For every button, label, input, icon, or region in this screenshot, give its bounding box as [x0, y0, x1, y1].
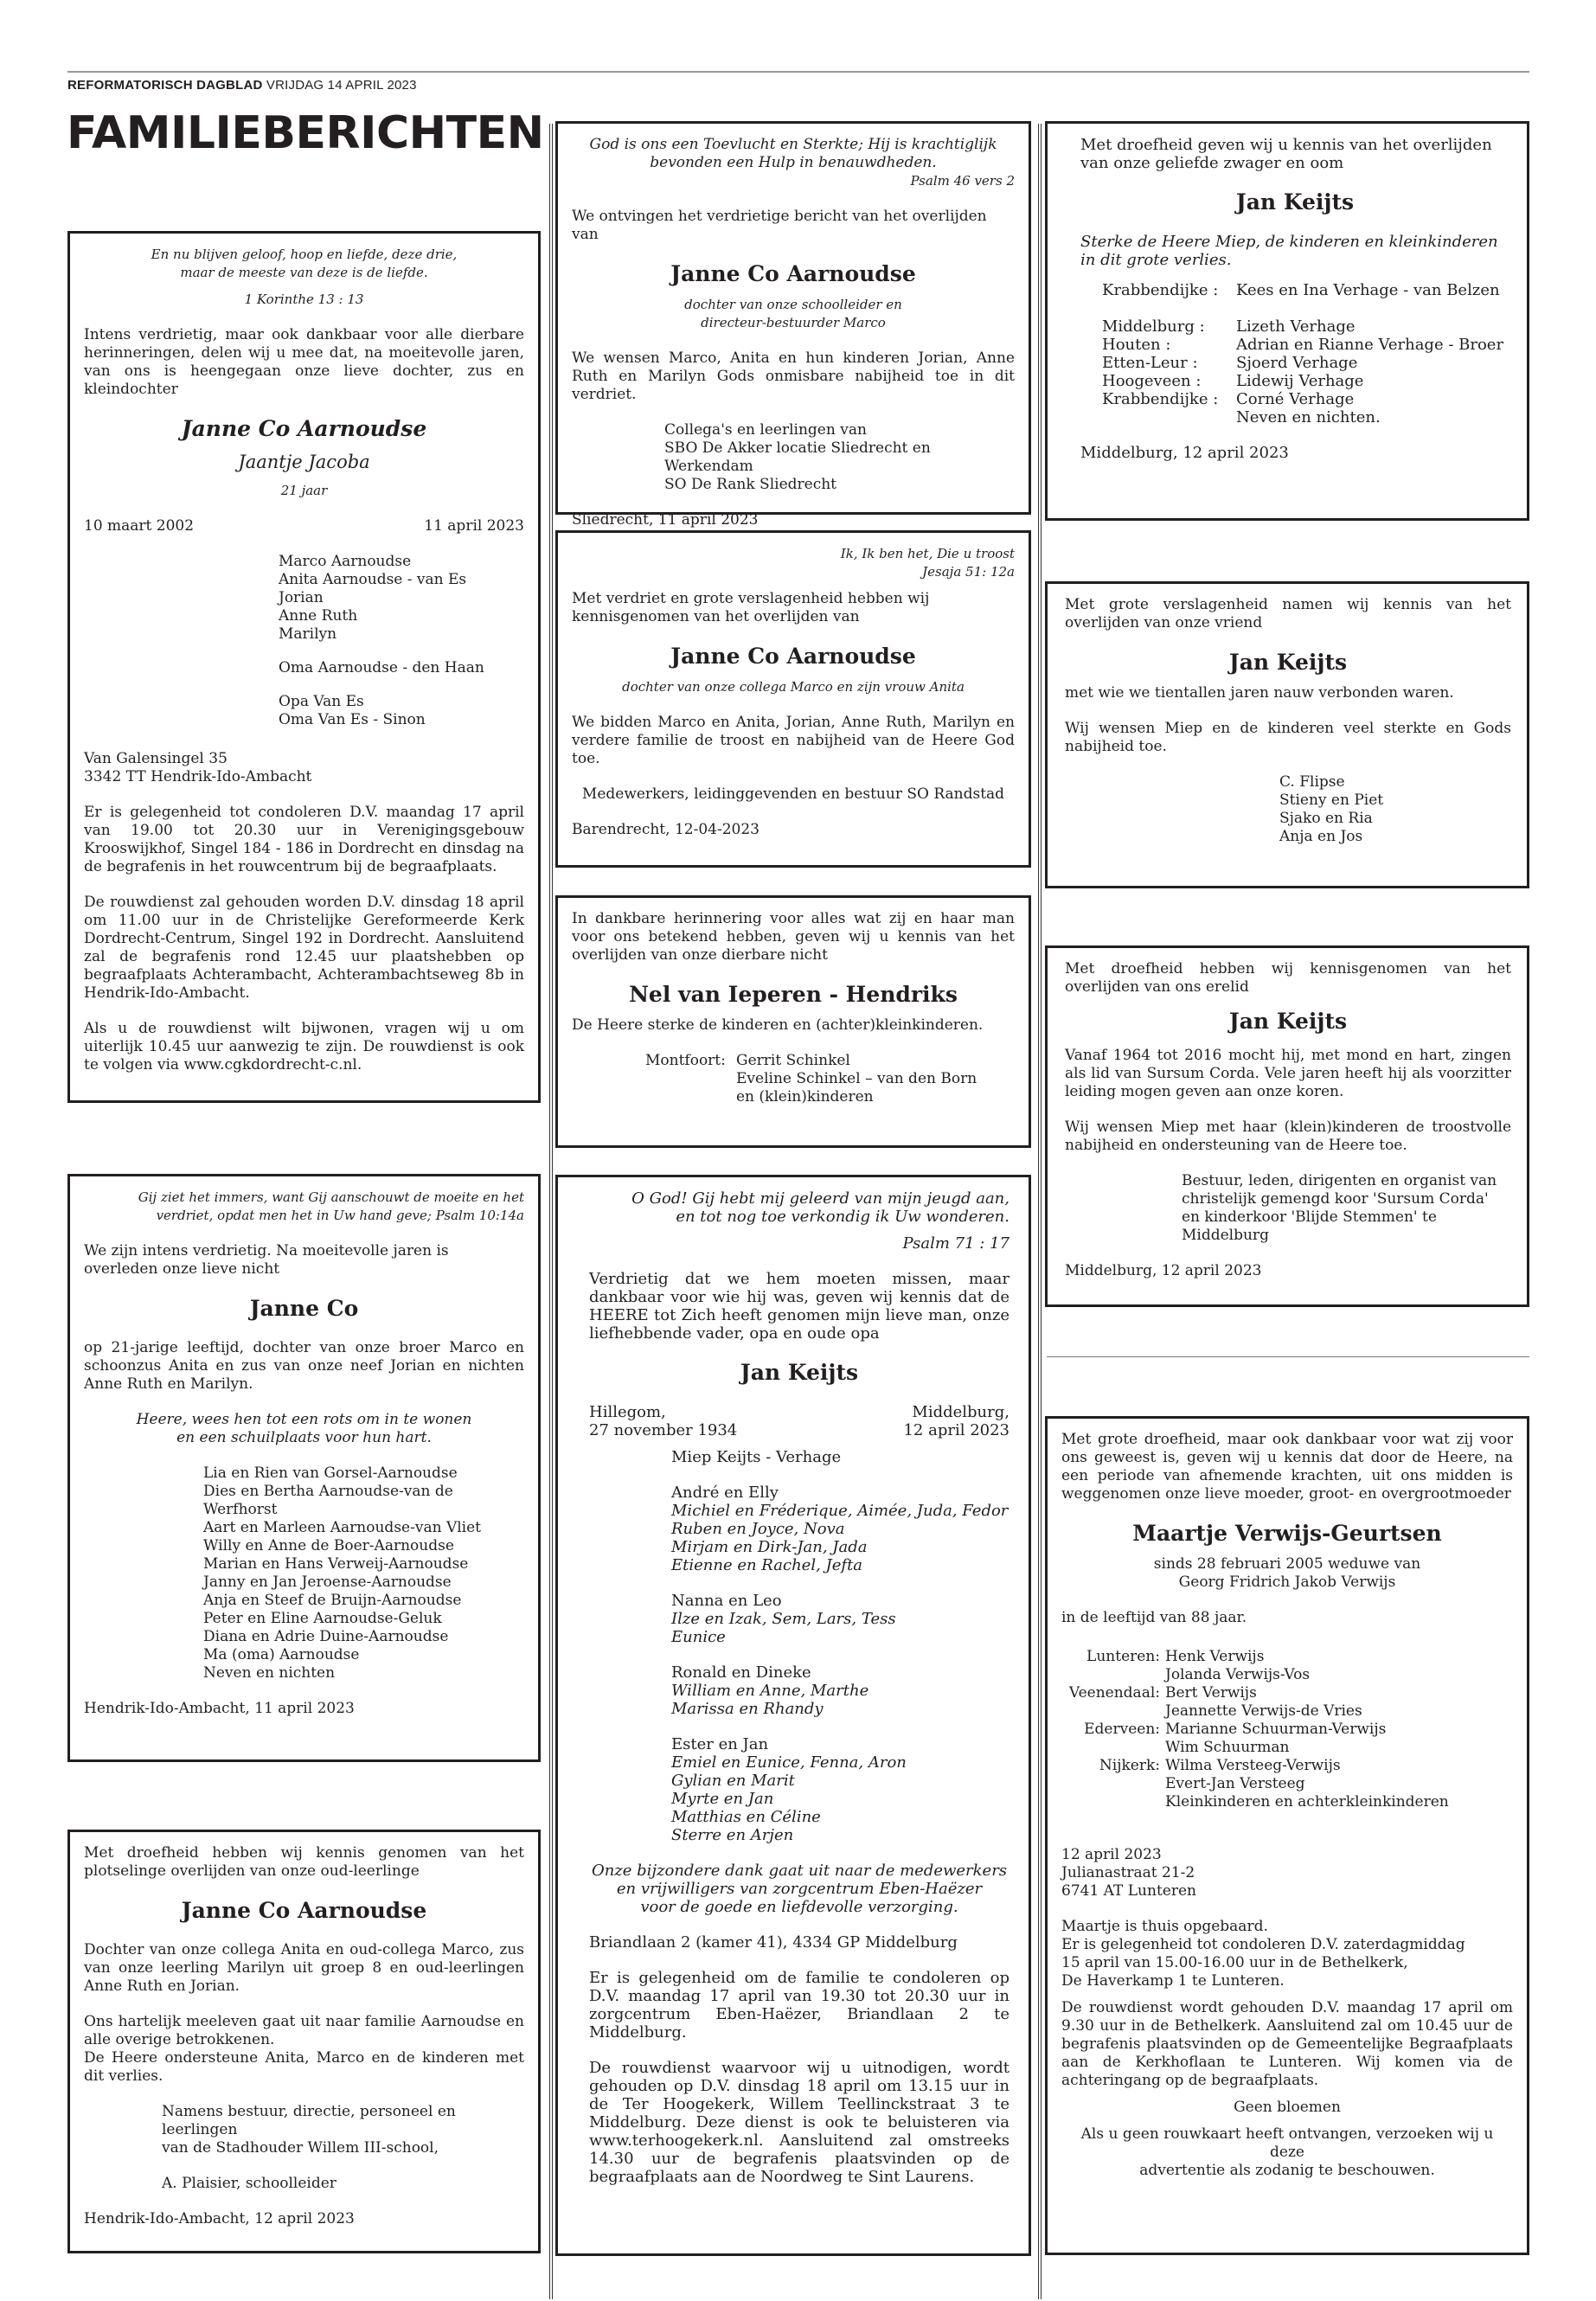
death-notice-jan-keijts-family: [555, 1175, 1031, 2256]
deceased-name: Jan Keijts: [1228, 1009, 1348, 1034]
family-member: Oma Aarnoudse - den Haan: [279, 659, 484, 676]
grandchild-family: Mirjam en Dirk-Jan, Jada: [671, 1538, 868, 1556]
bible-quote-line: Gij ziet het immers, want Gij aanschouwt de moeite en het: [138, 1189, 524, 1205]
notice-intro: We zijn intens verdrietig. Na moeitevolle jaren is overleden onze lieve nicht: [84, 1242, 449, 1278]
grandchild-family: Sterre en Arjen: [671, 1826, 794, 1844]
address-line: Julianastraat 21-2: [1061, 1864, 1195, 1881]
family-member: Kees en Ina Verhage - van Belzen: [1236, 281, 1500, 299]
deceased-name: Janne Co Aarnoudse: [181, 416, 427, 441]
signature: [84, 2103, 524, 2193]
family-list: [736, 1052, 977, 1106]
wish-line: Heere, wees hen tot een rots om in te wonen: [136, 1411, 472, 1428]
family-member: Neven en nichten: [203, 1664, 336, 1682]
signature-line: Stieny en Piet: [1279, 792, 1384, 809]
laid-out-info: Maartje is thuis opgebaard.: [1061, 1918, 1268, 1935]
death-notice-janne-so-randstad: [555, 530, 1031, 868]
death-notice-jan-keijts-friends: [1045, 581, 1529, 888]
bible-quote: Ik, Ik ben het, Die u troost: [840, 546, 1015, 561]
birth-info: [589, 1403, 737, 1439]
family-member: Diana en Adrie Duine-Aarnoudse: [203, 1628, 449, 1645]
family-member: Anja en Steef de Bruijn-Aarnoudse: [203, 1592, 462, 1609]
family-member: Opa Van Es: [279, 693, 364, 710]
grandchild-family: Emiel en Eunice, Fenna, Aron: [671, 1753, 907, 1772]
family-member: Bert Verwijs: [1165, 1684, 1257, 1702]
grandchild-family: Gylian en Marit: [671, 1772, 795, 1790]
signature-line: C. Flipse: [1279, 773, 1345, 791]
bible-quote-line: en tot nog toe verkondig ik Uw wonderen.: [676, 1208, 1010, 1226]
deceased-name: Janne Co: [249, 1296, 359, 1321]
notice-intro: Verdrietig dat we hem moeten missen, maar dankbaar voor wie hij was, geven wij kennis dat de HEERE tot Zich heeft genomen mijn lieve man, onze liefhebbende vader, opa en oude opa: [589, 1270, 1010, 1343]
grandchild-family: Ilze en Izak, Sem, Lars, Tess: [671, 1610, 896, 1628]
bible-reference: Psalm 71 : 17: [902, 1234, 1010, 1253]
family-table: [1061, 1648, 1513, 1811]
service-info: De rouwdienst zal gehouden worden D.V. dinsdag 18 april om 11.00 uur in de Christelijke Gereformeerde Kerk Dordrecht-Centrum, Singel 192 in Dordrecht. Aansluitend zal de begrafenis rond 12.45 uur plaatshebben op begraafplaats Achterambacht, Achterambachtseweg 8b in Hendrik-Ido-Ambacht.: [84, 894, 524, 1002]
child-family: Ester en Jan: [671, 1735, 769, 1753]
grandchild-family: William en Anne, Marthe: [671, 1682, 869, 1700]
deceased-description: directeur-bestuurder Marco: [701, 315, 886, 330]
signature-line: Anja en Jos: [1279, 828, 1363, 845]
signature-line: Namens bestuur, directie, personeel en leerlingen: [162, 2103, 456, 2138]
deceased-age: 21 jaar: [280, 483, 328, 498]
column-divider: [1038, 124, 1042, 2299]
bible-quote-line: maar de meeste van deze is de liefde.: [180, 265, 428, 280]
family-member: Ma (oma) Aarnoudse: [203, 1646, 360, 1663]
family-member: Henk Verwijs: [1165, 1648, 1265, 1665]
grandchild-family: Marissa en Rhandy: [671, 1700, 824, 1718]
notice-body: De Heere ondersteune Anita, Marco en de kinderen met dit verlies.: [84, 2049, 524, 2085]
family-member: Wim Schuurman: [1165, 1739, 1290, 1756]
deceased-name: Jan Keijts: [1235, 189, 1355, 215]
signature-line: A. Plaisier, schoolleider: [162, 2175, 337, 2192]
deceased-name: Jan Keijts: [1228, 650, 1348, 675]
deceased-description: dochter van onze collega Marco en zijn vrouw Anita: [622, 679, 965, 695]
bible-reference: Psalm 46 vers 2: [910, 173, 1015, 189]
death-notice-janne-family: [67, 231, 541, 1103]
family-member: Jorian: [279, 589, 324, 606]
death-notice-nel-van-ieperen: [555, 895, 1031, 1148]
thanks-line: voor de goede en liefdevolle verzorging.: [640, 1898, 958, 1916]
section-title: FAMILIEBERICHTEN: [67, 107, 544, 159]
bible-quote-line: O God! Gij hebt mij geleerd van mijn jeugd aan,: [631, 1189, 1010, 1208]
family-member: Evert-Jan Versteeg: [1165, 1775, 1305, 1792]
birth-date: 10 maart 2002: [84, 517, 195, 535]
death-notice-janne-relatives: [67, 1174, 541, 1762]
header-rule: [67, 71, 1529, 73]
condolence-info: Er is gelegenheid tot condoleren D.V. maandag 17 april van 19.00 tot 20.30 uur in Verenigingsgebouw Krooswijkhof, Singel 184 - 186 in Dordrecht en dinsdag na de begrafenis in het rouwcentrum bij de begraafplaats.: [84, 804, 524, 875]
notice-body: We bidden Marco en Anita, Jorian, Anne Ruth, Marilyn en verdere familie de troost en nabijheid van de Heere God toe.: [572, 714, 1015, 767]
family-member: Sjoerd Verhage: [1236, 354, 1358, 372]
grandchild-family: Eunice: [671, 1628, 726, 1646]
child-family: Ronald en Dineke: [671, 1663, 811, 1682]
family-place: Etten-Leur :: [1102, 354, 1198, 372]
family-place: Ederveen:: [1084, 1721, 1160, 1738]
grandchild-family: Ruben en Joyce, Nova: [671, 1520, 845, 1538]
deceased-name: Jan Keijts: [740, 1360, 859, 1385]
family-member: Corné Verhage: [1236, 390, 1355, 408]
condolence-info: De Haverkamp 1 te Lunteren.: [1061, 1972, 1285, 1990]
signature: [572, 421, 1015, 494]
condolence-info: Er is gelegenheid tot condoleren D.V. zaterdagmiddag: [1061, 1936, 1465, 1953]
family-block: [572, 1052, 1015, 1106]
place-date: Middelburg, 12 april 2023: [1065, 1262, 1262, 1279]
family-member: Lizeth Verhage: [1236, 317, 1356, 336]
grandchild-family: Etienne en Rachel, Jefta: [671, 1556, 863, 1574]
notice-intro: Met droefheid geven wij u kennis van het overlijden van onze geliefde zwager en oom: [1080, 136, 1492, 172]
notice-date: 12 april 2023: [1061, 1846, 1162, 1863]
family-member: Neven en nichten.: [1236, 408, 1381, 426]
death-notice-janne-colleagues-sliedrecht: [555, 121, 1031, 529]
paper-name: REFORMATORISCH DAGBLAD: [67, 78, 263, 93]
death-notice-janne-school: [67, 1830, 541, 2253]
notice-body: We wensen Marco, Anita en hun kinderen Jorian, Anne Ruth en Marilyn Gods onmisbare nabijheid toe in dit verdriet.: [572, 349, 1015, 403]
address-line: 3342 TT Hendrik-Ido-Ambacht: [84, 768, 312, 785]
column-divider: [549, 124, 553, 2299]
deceased-name: Janne Co Aarnoudse: [181, 1898, 427, 1923]
wish: Wij wensen Miep en de kinderen veel sterkte en Gods nabijheid toe.: [1065, 720, 1511, 755]
family-member: Janny en Jan Jeroense-Aarnoudse: [203, 1574, 452, 1591]
notice-body: op 21-jarige leeftijd, dochter van onze broer Marco en schoonzus Anita en zus van onze neef Jorian en nichten Anne Ruth en Marilyn.: [84, 1339, 524, 1393]
life-dates: [589, 1403, 1010, 1439]
wish: Sterke de Heere Miep, de kinderen en kleinkinderen in dit grote verlies.: [1080, 233, 1498, 269]
family-member: Marco Aarnoudse: [279, 553, 412, 570]
bible-reference: 1 Korinthe 13 : 13: [244, 292, 364, 307]
widow-info: sinds 28 februari 2005 weduwe van: [1153, 1555, 1421, 1573]
death-date: 12 april 2023: [903, 1421, 1010, 1439]
family-list: [589, 1448, 1010, 1844]
family-member: Oma Van Es - Sinon: [279, 711, 426, 728]
birth-date: 27 november 1934: [589, 1421, 738, 1439]
family-place: Krabbendijke :: [1102, 390, 1219, 408]
notice-body: Dochter van onze collega Anita en oud-collega Marco, zus van onze leerling Marilyn uit groep 8 en oud-leerlingen Anne Ruth en Jorian.: [84, 1941, 524, 1995]
family-member: Lidewij Verhage: [1236, 372, 1364, 390]
notice-intro: In dankbare herinnering voor alles wat zij en haar man voor ons betekend hebben, geven wij u kennis van het overlijden van onze dierbare nicht: [572, 910, 1015, 964]
notice-intro: We ontvingen het verdrietige bericht van het overlijden van: [572, 208, 987, 243]
given-names: Jaantje Jacoba: [238, 452, 370, 472]
death-notice-jan-keijts-choir: [1045, 945, 1529, 1307]
notice-body: Vanaf 1964 tot 2016 mocht hij, met mond en hart, zingen als lid van Sursum Corda. Vele jaren heeft hij als voorzitter leiding mogen geven aan onze koren.: [1065, 1047, 1511, 1100]
place-date: Hendrik-Ido-Ambacht, 11 april 2023: [84, 1700, 355, 1717]
deceased-name: Maartje Verwijs-Geurtsen: [1132, 1521, 1442, 1546]
notice-intro: Met verdriet en grote verslagenheid hebben wij kennisgenomen van het overlijden van: [572, 590, 930, 625]
family-place: Veenendaal:: [1068, 1684, 1160, 1702]
attendance-info: Als u de rouwdienst wilt bijwonen, vragen wij u om uiterlijk 10.45 uur aanwezig te zijn. De rouwdienst is ook te volgen via www.cgkdordrecht-c.nl.: [84, 1020, 524, 1074]
address-line: Van Galensingel 35: [84, 750, 228, 767]
grandchild-family: Matthias en Céline: [671, 1808, 821, 1826]
family-member: Jolanda Verwijs-Vos: [1165, 1666, 1311, 1683]
address-line: Briandlaan 2 (kamer 41), 4334 GP Middelburg: [589, 1933, 958, 1952]
bible-reference: Jesaja 51: 12a: [922, 564, 1015, 580]
child-family: André en Elly: [671, 1484, 779, 1502]
family-member: Aart en Marleen Aarnoudse-van Vliet: [203, 1519, 481, 1536]
family-member: Marian en Hans Verweij-Aarnoudse: [203, 1555, 469, 1573]
family-place: Hoogeveen :: [1102, 372, 1202, 390]
family-member: Peter en Eline Aarnoudse-Geluk: [203, 1610, 442, 1627]
family-member: Marilyn: [279, 625, 337, 643]
service-info: De rouwdienst wordt gehouden D.V. maandag 17 april om 9.30 uur in de Bethelkerk. Aansluitend zal om 10.45 uur de begrafenis plaatsvinden op de Gemeentelijke Begraafplaats aan de Kerkhoflaan te Lunteren. Wij komen via de achteringang op de begraafplaats.: [1061, 1999, 1513, 2089]
signature-line: van de Stadhouder Willem III-school,: [162, 2139, 439, 2157]
deceased-name: Janne Co Aarnoudse: [670, 644, 916, 669]
deceased-description: dochter van onze schoolleider en: [684, 297, 902, 312]
signature-line: Sjako en Ria: [1279, 810, 1373, 827]
signature: [1065, 773, 1511, 846]
signature-line: SBO De Akker locatie Sliedrecht en Werkendam: [664, 439, 931, 475]
notice-body: De Heere sterke de kinderen en (achter)kleinkinderen.: [572, 1016, 984, 1034]
family-member: Adrian en Rianne Verhage - Broer: [1236, 336, 1504, 354]
widow-info: Georg Fridrich Jakob Verwijs: [1178, 1574, 1396, 1591]
deceased-age: in de leeftijd van 88 jaar.: [1061, 1609, 1247, 1626]
bible-quote-line: God is ons een Toevlucht en Sterkte; Hij is krachtiglijk: [589, 136, 997, 153]
family-place: Lunteren:: [1086, 1648, 1160, 1665]
address-line: 6741 AT Lunteren: [1061, 1882, 1196, 1900]
family-member: Eveline Schinkel – van den Born: [736, 1070, 977, 1087]
family-member: Dies en Bertha Aarnoudse-van de Werfhorst: [203, 1483, 453, 1518]
thanks-line: Onze bijzondere dank gaat uit naar de medewerkers: [591, 1862, 1008, 1880]
section-rule: [1047, 1356, 1529, 1357]
no-card-info: advertentie als zodanig te beschouwen.: [1139, 2162, 1435, 2179]
notice-intro: Met droefheid hebben wij kennisgenomen van het overlijden van ons erelid: [1065, 960, 1511, 996]
family-place: Montfoort:: [645, 1052, 726, 1069]
signature: Bestuur, leden, dirigenten en organist van christelijk gemengd koor 'Sursum Corda' en kinderkoor 'Blijde Stemmen' te Middelburg: [1182, 1172, 1497, 1244]
grandchild-family: Myrte en Jan: [671, 1790, 774, 1808]
newspaper-header: [67, 78, 417, 93]
signature-line: SO De Rank Sliedrecht: [664, 476, 837, 493]
family-member: Gerrit Schinkel: [736, 1052, 850, 1069]
family-place: Nijkerk:: [1099, 1757, 1160, 1774]
family-member: Willy en Anne de Boer-Aarnoudse: [203, 1537, 454, 1554]
death-notice-jan-keijts-inlaws: [1045, 121, 1529, 521]
wish: Wij wensen Miep met haar (klein)kinderen de troostvolle nabijheid en ondersteuning van de Heere toe.: [1065, 1118, 1511, 1154]
place-date: Barendrecht, 12-04-2023: [572, 821, 760, 838]
death-date: 11 april 2023: [424, 517, 524, 535]
family-member: Anne Ruth: [279, 607, 358, 625]
child-family: Nanna en Leo: [671, 1592, 782, 1610]
notice-body: met wie we tientallen jaren nauw verbonden waren.: [1065, 684, 1454, 702]
thanks-line: en vrijwilligers van zorgcentrum Eben-Haëzer: [616, 1880, 983, 1898]
family-list: [84, 1465, 524, 1682]
notice-intro: Met grote droefheid, maar ook dankbaar voor wat zij voor ons geweest is, geven wij u kennis dat door de Heere, na een periode van afnemende krachten, uit ons midden is weggenomen onze lieve moeder, groot- en overgrootmoeder: [1061, 1431, 1513, 1503]
notice-body: Ons hartelijk meeleven gaat uit naar familie Aarnoudse en alle overige betrokkenen.: [84, 2013, 524, 2048]
place-date: Hendrik-Ido-Ambacht, 12 april 2023: [84, 2210, 355, 2227]
condolence-info: Er is gelegenheid om de familie te condoleren op D.V. maandag 17 april van 19.30 tot 20.30 uur in zorgcentrum Eben-Haëzer, Briandlaan 2 te Middelburg.: [589, 1969, 1010, 2041]
family-member: Anita Aarnoudse - van Es: [279, 571, 467, 588]
wish-line: en een schuilplaats voor hun hart.: [176, 1429, 432, 1446]
family-member: Marianne Schuurman-Verwijs: [1165, 1721, 1387, 1738]
notice-intro: Intens verdrietig, maar ook dankbaar voor alle dierbare herinneringen, delen wij u mee dat, na moeitevolle jaren, van ons is heengegaan onze lieve dochter, zus en kleindochter: [84, 326, 524, 398]
family-place: Houten :: [1102, 336, 1171, 354]
bible-quote-line: bevonden een Hulp in benauwdheden.: [650, 154, 937, 171]
family-member: Wilma Versteeg-Verwijs: [1165, 1757, 1341, 1774]
family-place: Middelburg :: [1102, 317, 1205, 336]
family-member: Lia en Rien van Gorsel-Aarnoudse: [203, 1465, 458, 1482]
family-member: Kleinkinderen en achterkleinkinderen: [1165, 1793, 1449, 1811]
place-date: Middelburg, 12 april 2023: [1080, 444, 1289, 462]
family-place: Krabbendijke :: [1102, 281, 1219, 299]
signature-line: Collega's en leerlingen van: [664, 421, 867, 439]
deceased-name: Nel van Ieperen - Hendriks: [629, 982, 958, 1007]
family-member: Jeannette Verwijs-de Vries: [1165, 1702, 1362, 1720]
death-notice-maartje-verwijs: [1045, 1416, 1529, 2255]
notice-intro: Met grote verslagenheid namen wij kennis van het overlijden van onze vriend: [1065, 596, 1511, 631]
no-card-info: Als u geen rouwkaart heeft ontvangen, verzoeken wij u deze: [1080, 2125, 1494, 2161]
place-date: Sliedrecht, 11 april 2023: [572, 511, 759, 529]
bible-quote-line: verdriet, opdat men het in Uw hand geve; Psalm 10:14a: [156, 1208, 524, 1223]
no-flowers: Geen bloemen: [1234, 2099, 1341, 2116]
notice-intro: Met droefheid hebben wij kennis genomen van het plotselinge overlijden van onze oud-leerlinge: [84, 1844, 524, 1880]
signature-line: Medewerkers, leidinggevenden en bestuur SO Randstad: [581, 785, 1005, 803]
birth-place: Hillegom,: [589, 1403, 666, 1421]
death-place: Middelburg,: [912, 1403, 1010, 1421]
family-table: [1080, 281, 1509, 426]
life-dates: [84, 517, 524, 535]
deceased-name: Janne Co Aarnoudse: [670, 261, 916, 286]
service-info: De rouwdienst waarvoor wij u uitnodigen, wordt gehouden op D.V. dinsdag 18 april om 13.15 uur in de Ter Hoogekerk, Willem Teellinckstraat 3 te Middelburg. Deze dienst is ook te beluisteren via www.terhoogekerk.nl. Aansluitend zal omstreeks 14.30 uur de begrafenis plaatsvinden op de begraafplaats aan de Noordweg te Sint Laurens.: [589, 2059, 1010, 2186]
bible-quote-line: En nu blijven geloof, hoop en liefde, deze drie,: [151, 247, 458, 262]
spouse: Miep Keijts - Verhage: [671, 1448, 842, 1466]
death-info: [903, 1403, 1010, 1439]
issue-date: VRIJDAG 14 APRIL 2023: [266, 78, 417, 93]
family-list: [84, 553, 524, 729]
condolence-info: 15 april van 15.00-16.00 uur in de Bethelkerk,: [1061, 1954, 1408, 1971]
family-member: en (klein)kinderen: [736, 1088, 874, 1106]
grandchild-family: Michiel en Fréderique, Aimée, Juda, Fedor: [671, 1502, 1009, 1520]
